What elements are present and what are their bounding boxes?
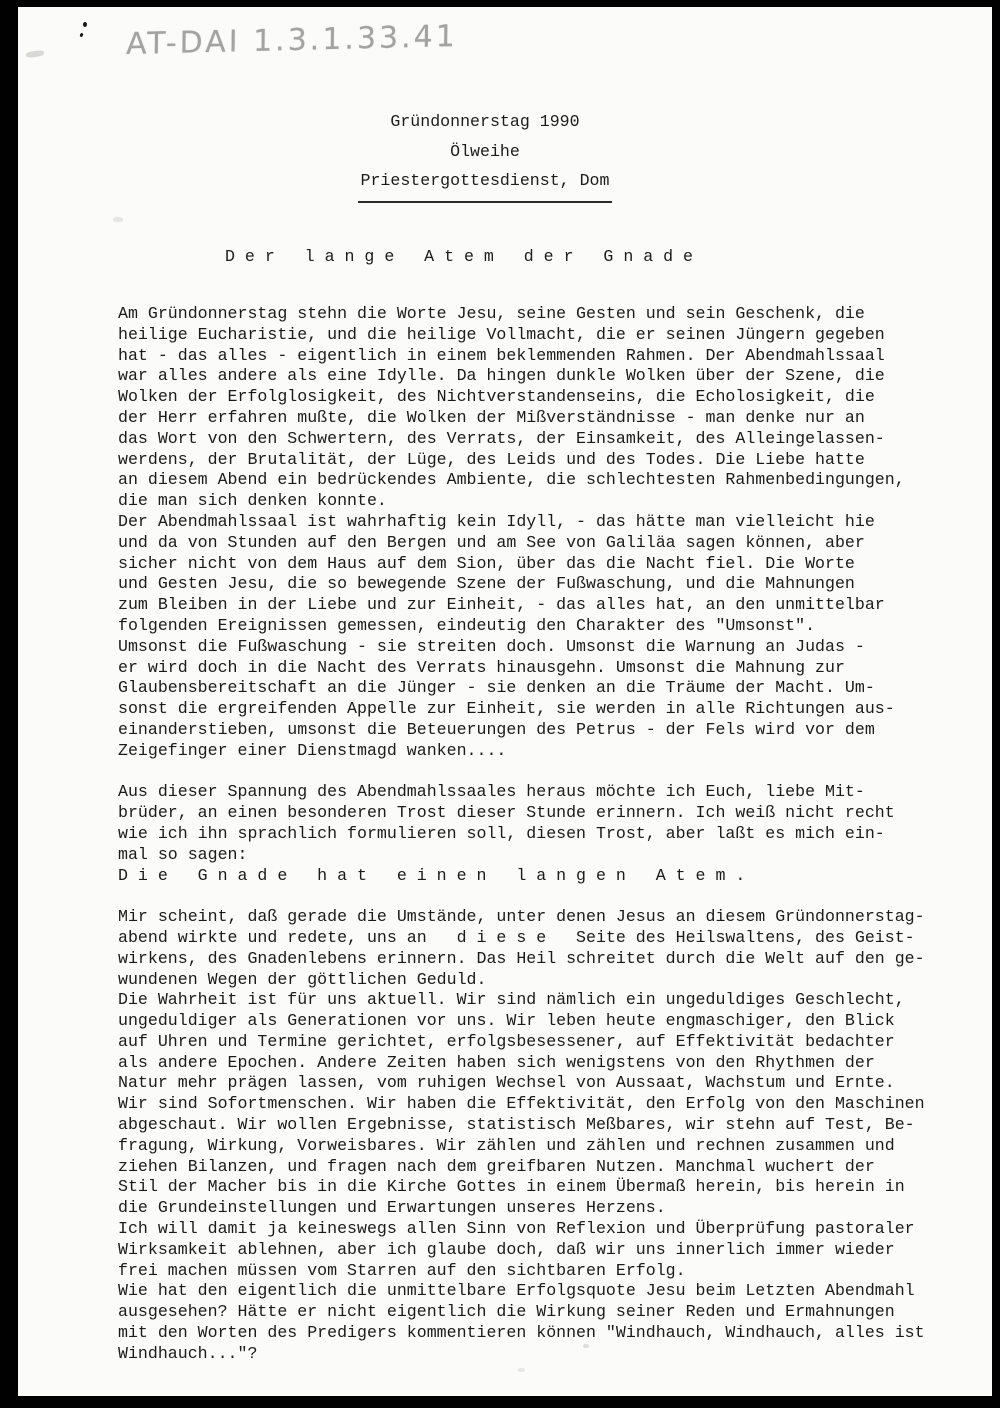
sermon-heading: D e r l a n g e A t e m d e r G n a d e bbox=[225, 247, 694, 266]
archive-reference-annotation: AT-DAI 1.3.1.33.41 bbox=[125, 18, 458, 63]
paragraph bbox=[118, 782, 925, 886]
scan-speck bbox=[79, 33, 83, 38]
text-line: sonst die ergreifenden Appelle zur Einheit, sie werden in alle Richtungen aus- bbox=[118, 699, 895, 719]
scan-smudge bbox=[113, 217, 123, 222]
text-line: Mir scheint, daß gerade die Umstände, unter denen Jesus an diesem Gründonnerstag- bbox=[118, 907, 925, 927]
text-line: er wird doch in die Nacht des Verrats hinausgehn. Umsonst die Mahnung zur bbox=[118, 657, 845, 677]
text-line: mit den Worten des Predigers kommentieren können "Windhauch, Windhauch, alles ist bbox=[118, 1323, 925, 1343]
text-line: Die Wahrheit ist für uns aktuell. Wir sind nämlich ein ungeduldiges Geschlecht, bbox=[118, 990, 905, 1010]
title-line-occasion: Ölweihe bbox=[450, 141, 520, 161]
text-line: an diesem Abend ein bedrückendes Ambiente, die schlechtesten Rahmenbedingungen, bbox=[118, 470, 905, 490]
text-line: und da von Stunden auf den Bergen und am See von Galiläa sagen können, aber bbox=[118, 532, 865, 552]
text-line: Der Abendmahlssaal ist wahrhaftig kein Idyll, - das hätte man vielleicht hie bbox=[118, 511, 875, 531]
text-line: mal so sagen: bbox=[118, 844, 248, 864]
text-line: ungeduldiger als Generationen vor uns. Wir leben heute engmaschiger, den Blick bbox=[118, 1011, 895, 1031]
text-line: die man sich denken konnte. bbox=[118, 491, 387, 511]
text-line: Glaubensbereitschaft an die Jünger - sie denken an die Träume der Macht. Um- bbox=[118, 678, 875, 698]
text-line: Umsonst die Fußwaschung - sie streiten doch. Umsonst die Warnung an Judas - bbox=[118, 636, 865, 656]
text-line: Wie hat den eigentlich die unmittelbare Erfolgsquote Jesu beim Letzten Abendmahl bbox=[118, 1281, 915, 1301]
text-line: folgenden Ereignissen gemessen, eindeutig den Charakter des "Umsonst". bbox=[118, 615, 816, 635]
text-line: wirkens, des Gnadenlebens erinnern. Das Heil schreitet durch die Welt auf den ge- bbox=[118, 948, 925, 968]
text-line: die Grundeinstellungen und Erwartungen unseres Herzens. bbox=[118, 1198, 666, 1218]
text-line: und Gesten Jesu, die so bewegende Szene der Fußwaschung, und die Mahnungen bbox=[118, 574, 855, 594]
text-line: ausgesehen? Hätte er nicht eigentlich die Wirkung seiner Reden und Ermahnungen bbox=[118, 1302, 895, 1322]
text-line: Ich will damit ja keineswegs allen Sinn von Reflexion und Überprüfung pastoraler bbox=[118, 1219, 915, 1239]
sermon-body bbox=[118, 304, 925, 1385]
title-block bbox=[358, 107, 612, 203]
text-line: ziehen Bilanzen, und fragen nach dem greifbaren Nutzen. Manchmal wuchert der bbox=[118, 1156, 875, 1176]
text-line: fragung, Wirkung, Vorweisbares. Wir zählen und zählen und rechnen zusammen und bbox=[118, 1135, 895, 1155]
text-line: zum Bleiben in der Liebe und zur Einheit, - das alles hat, an den unmittelbar bbox=[118, 595, 885, 615]
text-line: Zeigefinger einer Dienstmagd wanken.... bbox=[118, 740, 507, 760]
scanned-document-page bbox=[18, 7, 992, 1396]
text-line: Wirksamkeit ablehnen, aber ich glaube doch, daß wir uns innerlich immer wieder bbox=[118, 1239, 895, 1259]
scan-smudge bbox=[26, 50, 45, 58]
paragraph bbox=[118, 304, 925, 762]
scan-speck bbox=[83, 22, 87, 27]
text-line: als andere Epochen. Andere Zeiten haben sich wenigstens von den Rhythmen der bbox=[118, 1052, 875, 1072]
text-line: abend wirkte und redete, uns an d i e s e Seite des Heilswaltens, des Geist- bbox=[118, 927, 915, 947]
text-line: abgeschaut. Wir wollen Ergebnisse, statistisch Meßbares, wir stehn auf Test, Be- bbox=[118, 1115, 915, 1135]
text-line: das Wort von den Schwertern, des Verrats, der Einsamkeit, des Alleingelassen- bbox=[118, 428, 885, 448]
text-line: sicher nicht von dem Haus auf dem Sion, über das die Nacht fiel. Die Worte bbox=[118, 553, 855, 573]
text-line: wundenen Wegen der göttlichen Geduld. bbox=[118, 969, 487, 989]
text-line: wie ich ihn sprachlich formulieren soll, diesen Trost, aber laßt es mich ein- bbox=[118, 823, 885, 843]
text-line: auf Uhren und Termine gerichtet, erfolgsbesessener, auf Effektivität bedachter bbox=[118, 1031, 895, 1051]
paragraph bbox=[118, 907, 925, 1365]
text-line: werdens, der Brutalität, der Lüge, des Leids und des Todes. Die Liebe hatte bbox=[118, 449, 865, 469]
text-line: Am Gründonnerstag stehn die Worte Jesu, seine Gesten und sein Geschenk, die bbox=[118, 304, 865, 323]
text-line: Aus dieser Spannung des Abendmahlssaales heraus möchte ich Euch, liebe Mit- bbox=[118, 782, 865, 802]
text-line: Natur mehr prägen lassen, vom ruhigen Wechsel von Aussaat, Wachstum und Ernte. bbox=[118, 1073, 895, 1093]
text-line: Windhauch..."? bbox=[118, 1343, 258, 1363]
text-line: Stil der Macher bis in die Kirche Gottes in einem Übermaß herein, bis herein in bbox=[118, 1177, 905, 1197]
text-line: frei machen müssen vom Starren auf den sichtbaren Erfolg. bbox=[118, 1260, 686, 1280]
text-line: einanderstieben, umsonst die Beteuerungen des Petrus - der Fels wird vor dem bbox=[118, 719, 875, 739]
title-line-service: Priestergottesdienst, Dom bbox=[358, 166, 612, 203]
text-line: der Herr erfahren mußte, die Wolken der Mißverständnisse - man denke nur an bbox=[118, 407, 865, 427]
title-line-date: Gründonnerstag 1990 bbox=[390, 112, 580, 131]
text-line: Wolken der Erfolglosigkeit, des Nichtverstandenseins, die Echolosigkeit, die bbox=[118, 387, 875, 407]
text-line: heilige Eucharistie, und die heilige Vollmacht, die er seinen Jüngern gegeben bbox=[118, 324, 885, 344]
text-line: Wir sind Sofortmenschen. Wir haben die Effektivität, den Erfolg von den Maschinen bbox=[118, 1094, 925, 1114]
text-line: D i e G n a d e h a t e i n e n l a n g e n A t e m . bbox=[118, 865, 746, 885]
text-line: brüder, an einen besonderen Trost dieser Stunde erinnern. Ich weiß nicht recht bbox=[118, 803, 895, 823]
text-line: hat - das alles - eigentlich in einem beklemmenden Rahmen. Der Abendmahlssaal bbox=[118, 345, 885, 365]
text-line: war alles andere als eine Idylle. Da hingen dunkle Wolken über der Szene, die bbox=[118, 366, 885, 386]
